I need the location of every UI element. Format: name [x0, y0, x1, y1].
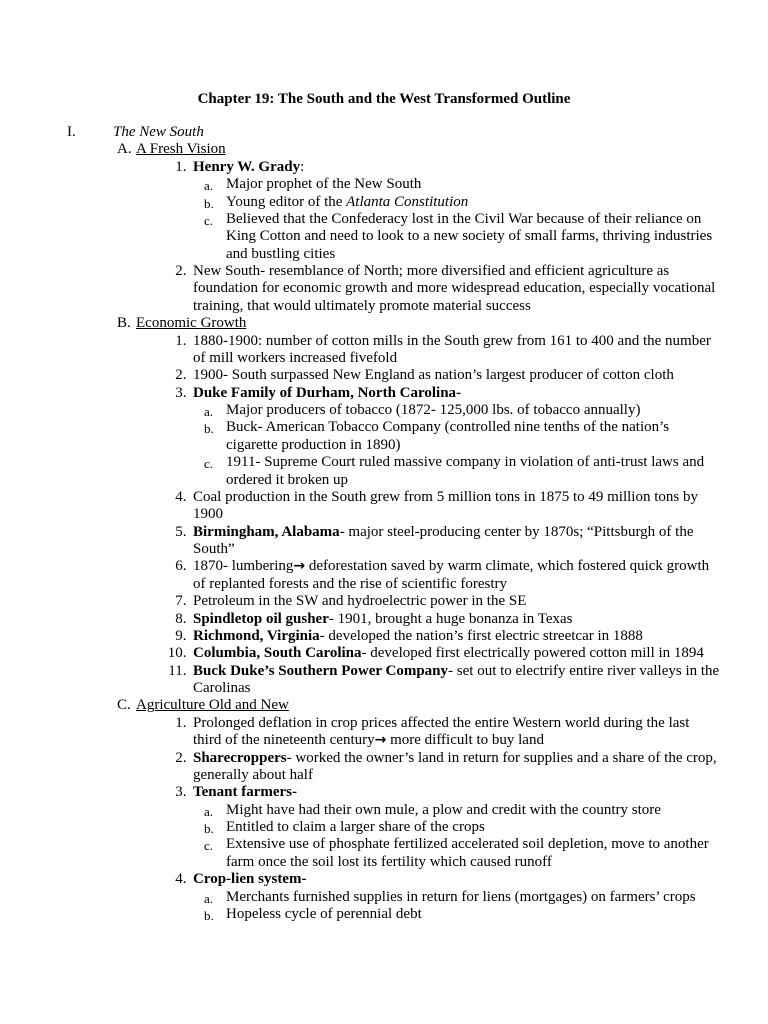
outline-marker: 4.	[175, 488, 187, 505]
outline-item-text	[226, 194, 768, 211]
outline-marker: 5.	[175, 523, 187, 540]
outline-item-level-2	[0, 645, 768, 662]
outline-line	[226, 454, 768, 471]
text-run: South”	[193, 541, 235, 557]
outline-marker: c.	[204, 838, 214, 854]
text-run: of replanted forests and the rise of scientific forestry	[193, 575, 508, 592]
outline-item-level-2	[0, 333, 768, 368]
text-run: Coal production in the South grew from 5 million tons in 1875 to 49 million tons by	[193, 488, 698, 505]
outline-marker: a.	[204, 178, 214, 194]
outline-line	[193, 750, 768, 767]
outline-line	[193, 333, 768, 350]
outline-line	[193, 715, 768, 732]
text-run: foundation for economic growth and more widespread education, especially vocational	[193, 280, 716, 297]
outline-line	[226, 211, 768, 228]
bold-text: Columbia, South Carolina	[193, 645, 362, 662]
text-run: of mill workers increased fivefold	[193, 349, 398, 366]
outline-line	[193, 263, 768, 280]
outline-line	[193, 784, 768, 801]
outline-line	[136, 697, 768, 714]
outline-item-text	[226, 889, 768, 906]
outline-line	[226, 854, 768, 871]
outline-line	[193, 385, 768, 402]
outline-marker: a.	[204, 404, 214, 419]
outline-line	[226, 472, 768, 489]
outline-item-text	[226, 802, 768, 819]
outline-item-text	[193, 593, 768, 610]
outline-marker: 10.	[167, 645, 187, 662]
outline-item-level-1	[0, 697, 768, 923]
text-run: Merchants furnished supplies in return for liens (mortgages) on farmers’ crops	[226, 888, 696, 905]
text-run: training, that would ultimately promote material success	[193, 297, 531, 314]
text-run: ordered it broken up	[226, 471, 349, 488]
outline-item-level-3	[0, 819, 768, 836]
underlined-heading: Economic Growth	[136, 315, 247, 332]
outline-line	[193, 628, 768, 645]
outline-sublist	[0, 889, 768, 924]
outline-marker: b.	[204, 907, 214, 923]
outline-item-level-2	[0, 524, 768, 559]
text-run: Entitled to claim a larger share of the crops	[226, 819, 485, 835]
text-run: Believed that the Confederacy lost in the Civil War because of their reliance on	[226, 210, 702, 227]
outline-line	[193, 159, 768, 176]
outline-item-level-3	[0, 419, 768, 454]
text-run: New South- resemblance of North; more diversified and efficient agriculture as	[193, 263, 670, 279]
outline-item-text	[226, 211, 768, 263]
outline-item-text	[226, 419, 768, 454]
outline-item-text	[193, 871, 768, 888]
outline-line	[193, 489, 768, 506]
outline-item-text	[193, 645, 768, 662]
outline-line	[193, 558, 768, 575]
text-run: - developed first electrically powered cotton mill in 1894	[361, 645, 704, 662]
outline-line	[226, 906, 768, 923]
outline-item-level-2	[0, 593, 768, 610]
outline-line	[193, 611, 768, 628]
bold-text: Buck Duke’s Southern Power Company	[193, 662, 449, 679]
outline-marker: 2.	[175, 263, 187, 279]
outline-line	[193, 680, 768, 697]
outline-marker: b.	[204, 195, 214, 211]
outline-marker: 7.	[175, 593, 187, 610]
text-run: more difficult to buy land	[386, 732, 544, 749]
outline-item-level-3	[0, 836, 768, 871]
outline-line	[226, 176, 768, 193]
outline-item-text	[226, 819, 768, 836]
outline-item-text	[193, 333, 768, 368]
outline-item-level-3	[0, 194, 768, 211]
outline-item-level-3	[0, 176, 768, 193]
outline-item-text	[136, 697, 768, 714]
outline-item-text	[193, 715, 768, 750]
right-arrow-icon: →	[293, 558, 306, 575]
outline-marker: 2.	[175, 367, 187, 384]
outline-item-level-2	[0, 611, 768, 628]
bold-text: Duke Family of Durham, North Carolina-	[193, 384, 462, 401]
outline-line	[193, 576, 768, 593]
outline-marker: 1.	[175, 158, 187, 175]
text-run: :	[300, 158, 305, 175]
outline-item-level-2	[0, 489, 768, 524]
text-run: deforestation saved by warm climate, which fostered quick growth	[305, 558, 710, 575]
bold-text: Birmingham, Alabama	[193, 523, 340, 540]
text-run: cigarette production in 1890)	[226, 436, 401, 453]
outline-item-level-3	[0, 211, 768, 263]
text-run: Prolonged deflation in crop prices affected the entire Western world during the last	[193, 714, 690, 731]
outline-line	[226, 802, 768, 819]
outline-marker: b.	[204, 821, 214, 836]
outline-item-text	[226, 454, 768, 489]
outline-item-text	[226, 836, 768, 871]
outline-line	[226, 819, 768, 836]
outline-marker: a.	[204, 803, 214, 819]
outline-marker: c.	[204, 212, 214, 228]
outline-item-text	[193, 367, 768, 384]
outline-item-level-0	[0, 124, 768, 923]
text-run: Hopeless cycle of perennial debt	[226, 905, 422, 922]
outline-item-level-2	[0, 784, 768, 871]
bold-text: Crop-lien system-	[193, 871, 307, 888]
outline-item-text	[226, 176, 768, 193]
outline-marker: a.	[204, 890, 214, 906]
outline-item-level-1	[0, 315, 768, 697]
text-run: Carolinas	[193, 680, 251, 696]
outline-item-text	[193, 750, 768, 785]
outline-item-text	[193, 385, 768, 402]
outline-line	[193, 367, 768, 384]
text-run: and bustling cities	[226, 245, 336, 262]
outline-sublist	[0, 402, 768, 489]
outline-item-text	[193, 784, 768, 801]
outline-marker: 4.	[175, 871, 187, 888]
outline-marker: 11.	[168, 662, 187, 679]
outline-line	[136, 315, 768, 332]
outline-marker: c.	[204, 456, 214, 472]
text-run: 1900- South surpassed New England as nation’s largest producer of cotton cloth	[193, 367, 674, 384]
outline-line	[226, 246, 768, 263]
outline-item-level-3	[0, 802, 768, 819]
outline-marker: 2.	[175, 749, 187, 766]
outline-line	[136, 141, 768, 158]
outline-item-level-2	[0, 385, 768, 489]
right-arrow-icon: →	[374, 732, 387, 749]
bold-text: Tenant farmers-	[193, 784, 298, 801]
outline-item-text	[136, 141, 768, 158]
outline-item-text	[113, 124, 768, 141]
outline-item-text	[193, 611, 768, 628]
outline-item-level-2	[0, 663, 768, 698]
text-run: Major prophet of the New South	[226, 176, 422, 193]
page-title: Chapter 19: The South and the West Transformed Outline	[197, 91, 571, 107]
outline-line	[193, 280, 768, 297]
outline-sublist	[0, 715, 768, 924]
outline-item-level-2	[0, 628, 768, 645]
outline-marker: C.	[117, 697, 131, 714]
outline-item-level-3	[0, 402, 768, 419]
outline-line	[193, 645, 768, 662]
outline-item-level-2	[0, 558, 768, 593]
bold-text: Richmond, Virginia	[193, 627, 320, 644]
outline-marker: A.	[117, 141, 132, 158]
outline-item-text	[193, 263, 768, 315]
outline-item-level-2	[0, 715, 768, 750]
outline-item-level-3	[0, 454, 768, 489]
text-run: - 1901, brought a huge bonanza in Texas	[328, 610, 573, 627]
outline-item-level-2	[0, 263, 768, 315]
outline-list	[0, 124, 768, 923]
outline-sublist	[0, 802, 768, 872]
outline-line	[226, 402, 768, 419]
outline-marker: 9.	[175, 627, 187, 644]
underlined-heading: Agriculture Old and New	[136, 697, 289, 714]
outline-line	[226, 419, 768, 436]
text-run: Might have had their own mule, a plow and credit with the country store	[226, 801, 661, 818]
outline-item-text	[193, 558, 768, 593]
text-run: generally about half	[193, 766, 313, 783]
outline-marker: 8.	[175, 610, 187, 627]
text-run: Extensive use of phosphate fertilized accelerated soil depletion, move to another	[226, 836, 709, 853]
outline-item-level-1	[0, 141, 768, 315]
outline-item-text	[193, 159, 768, 176]
text-run: Young editor of the	[226, 193, 347, 210]
outline-line	[226, 836, 768, 853]
outline-item-level-2	[0, 871, 768, 923]
outline-line	[113, 124, 768, 141]
outline-marker: I.	[67, 124, 76, 140]
outline-item-text	[193, 628, 768, 645]
outline-sublist	[0, 141, 768, 923]
outline-item-level-2	[0, 159, 768, 263]
bold-text: Spindletop oil gusher	[193, 610, 329, 627]
outline-item-level-3	[0, 906, 768, 923]
text-run: Petroleum in the SW and hydroelectric power in the SE	[193, 593, 527, 610]
outline-item-text	[136, 315, 768, 332]
outline-sublist	[0, 333, 768, 698]
outline-line	[193, 767, 768, 784]
bold-text: Henry W. Grady	[193, 158, 301, 175]
outline-item-text	[193, 663, 768, 698]
text-run: - developed the nation’s first electric streetcar in 1888	[319, 627, 643, 644]
outline-item-text	[226, 906, 768, 923]
outline-sublist	[0, 159, 768, 315]
text-run: 1870- lumbering	[193, 558, 294, 575]
text-run: Major producers of tobacco (1872- 125,000 lbs. of tobacco annually)	[226, 402, 641, 418]
outline-marker: 3.	[175, 784, 187, 801]
italic-text: Atlanta Constitution	[346, 193, 469, 210]
outline-line	[193, 506, 768, 523]
outline-marker: 1.	[175, 714, 187, 731]
text-run: - worked the owner’s land in return for supplies and a share of the crop,	[286, 749, 717, 766]
outline-line	[193, 298, 768, 315]
italic-text: The New South	[113, 124, 204, 140]
text-run: - major steel-producing center by 1870s; “Pittsburgh of the	[339, 523, 694, 540]
outline-item-level-2	[0, 750, 768, 785]
text-run: - set out to electrify entire river valleys in the	[448, 662, 720, 679]
outline-marker: b.	[204, 421, 214, 437]
outline-item-text	[193, 489, 768, 524]
text-run: 1900	[193, 506, 223, 523]
outline-item-text	[193, 524, 768, 559]
outline-line	[226, 437, 768, 454]
text-run: 1880-1900: number of cotton mills in the South grew from 161 to 400 and the number	[193, 332, 711, 349]
outline-item-level-2	[0, 367, 768, 384]
outline-line	[226, 194, 768, 211]
outline-item-text	[226, 402, 768, 419]
outline-line	[226, 889, 768, 906]
bold-text: Sharecroppers	[193, 749, 287, 766]
outline-line	[193, 593, 768, 610]
outline-sublist	[0, 176, 768, 263]
outline-line	[193, 663, 768, 680]
outline-line	[193, 871, 768, 888]
outline-marker: B.	[117, 315, 131, 332]
outline-line	[226, 228, 768, 245]
outline-marker: 1.	[175, 332, 187, 349]
text-run: King Cotton and need to look to a new society of small farms, thriving industries	[226, 228, 713, 245]
outline-line	[193, 524, 768, 541]
outline-marker: 3.	[175, 384, 187, 401]
text-run: third of the nineteenth century	[193, 732, 375, 749]
underlined-heading: A Fresh Vision	[136, 141, 226, 158]
outline-line	[193, 350, 768, 367]
outline-line	[193, 541, 768, 558]
outline-marker: 6.	[175, 558, 187, 575]
outline-item-level-3	[0, 889, 768, 906]
text-run: 1911- Supreme Court ruled massive company in violation of anti-trust laws and	[226, 454, 705, 471]
text-run: farm once the soil lost its fertility which caused runoff	[226, 853, 552, 870]
text-run: Buck- American Tobacco Company (controlled nine tenths of the nation’s	[226, 419, 670, 436]
outline-line	[193, 732, 768, 749]
